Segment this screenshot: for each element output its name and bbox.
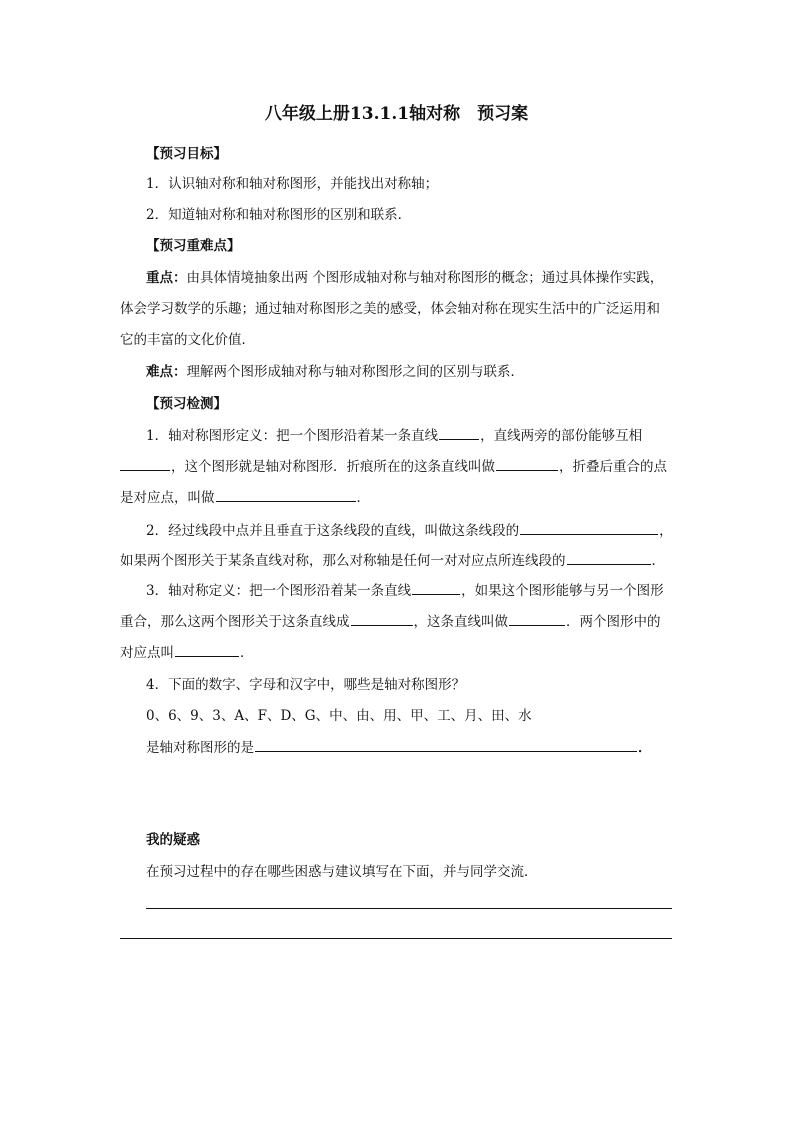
q2-line-1 [146, 520, 673, 541]
q4-answer-end: ． [638, 740, 652, 756]
q4-answer-line [146, 737, 652, 758]
q1-blank-4[interactable] [216, 487, 356, 502]
focus-line-1 [146, 268, 663, 288]
q1-line-1 [146, 425, 642, 446]
q2-blank-1[interactable] [520, 520, 658, 535]
q2-text-c: 如果两个图形关于某条直线对称，那么对称轴是任何一对对应点所连线段的 [120, 553, 566, 569]
q2-text-d: ． [651, 553, 665, 569]
q4-question: 4．下面的数字、字母和汉字中，哪些是轴对称图形？ [146, 677, 466, 693]
writing-line-1[interactable] [146, 908, 672, 909]
q3-line-2 [120, 611, 661, 632]
section-heading-check: 【预习检测】 [146, 396, 227, 412]
q4-answer-label: 是轴对称图形的是 [146, 740, 254, 756]
q4-items: 0、6、9、3、A、F、D、G、中、由、用、甲、工、月、田、水 [146, 708, 532, 724]
q3-blank-2[interactable] [351, 611, 413, 626]
q3-text-c: 重合，那么这两个图形关于这条直线成 [120, 614, 350, 630]
q3-text-g: ． [240, 645, 254, 661]
q2-text-a: 2．经过线段中点并且垂直于这条线段的直线，叫做这条线段的 [146, 523, 520, 539]
q3-blank-1[interactable] [412, 580, 460, 595]
q3-text-d: ，这条直线叫做 [413, 614, 508, 630]
focus-label: 重点： [146, 270, 187, 286]
q2-blank-2[interactable] [567, 550, 651, 565]
q1-text-a: 1．轴对称图形定义：把一个图形沿着某一条直线 [146, 428, 439, 444]
section-heading-goals: 【预习目标】 [146, 146, 227, 162]
q4-answer-blank[interactable] [255, 737, 637, 752]
goal-item-1: 1．认识轴对称和轴对称图形，并能找出对称轴； [146, 176, 439, 192]
q1-text-e: 是对应点，叫做 [120, 490, 215, 506]
difficulty-text: 理解两个图形成轴对称与轴对称图形之间的区别与联系． [186, 364, 524, 380]
q2-text-b: ， [659, 523, 673, 539]
q1-text-d: ，折叠后重合的点 [559, 459, 667, 475]
q1-blank-1[interactable] [439, 425, 479, 440]
q1-line-2 [120, 456, 667, 477]
doubts-heading: 我的疑惑 [146, 832, 200, 848]
focus-text-1: 由具体情境抽象出两 个图形成轴对称与轴对称图形的概念；通过具体操作实践， [186, 270, 664, 286]
q1-text-b: ，直线两旁的部份能够互相 [480, 428, 643, 444]
q3-text-f: 对应点叫 [120, 645, 174, 661]
q1-text-f: ． [356, 490, 370, 506]
focus-text-2: 体会学习数学的乐趣；通过轴对称图形之美的感受，体会轴对称在现实生活中的广泛运用和 [120, 301, 660, 317]
q1-line-3 [120, 487, 370, 508]
difficulty-label: 难点： [146, 364, 187, 380]
q1-text-c: ，这个图形就是轴对称图形．折痕所在的这条直线叫做 [171, 459, 495, 475]
section-heading-keypoints: 【预习重难点】 [146, 238, 241, 254]
q3-line-1 [146, 580, 664, 601]
q1-blank-2[interactable] [120, 456, 170, 471]
q3-line-3 [120, 642, 254, 663]
q3-blank-4[interactable] [175, 642, 239, 657]
doubts-text: 在预习过程中的存在哪些困惑与建议填写在下面，并与同学交流． [146, 864, 538, 880]
q3-text-b: ，如果这个图形能够与另一个图形 [461, 583, 664, 599]
q1-blank-3[interactable] [496, 456, 558, 471]
page-title: 八年级上册13.1.1轴对称 预习案 [264, 104, 529, 124]
goal-item-2: 2．知道轴对称和轴对称图形的区别和联系． [146, 207, 412, 223]
writing-line-2[interactable] [120, 938, 672, 939]
q3-text-a: 3．轴对称定义：把一个图形沿着某一条直线 [146, 583, 412, 599]
focus-text-3: 它的丰富的文化价值． [120, 332, 255, 348]
difficulty-line [146, 362, 524, 382]
q3-blank-3[interactable] [509, 611, 565, 626]
q2-line-2 [120, 550, 665, 571]
q3-text-e: ．两个图形中的 [566, 614, 661, 630]
